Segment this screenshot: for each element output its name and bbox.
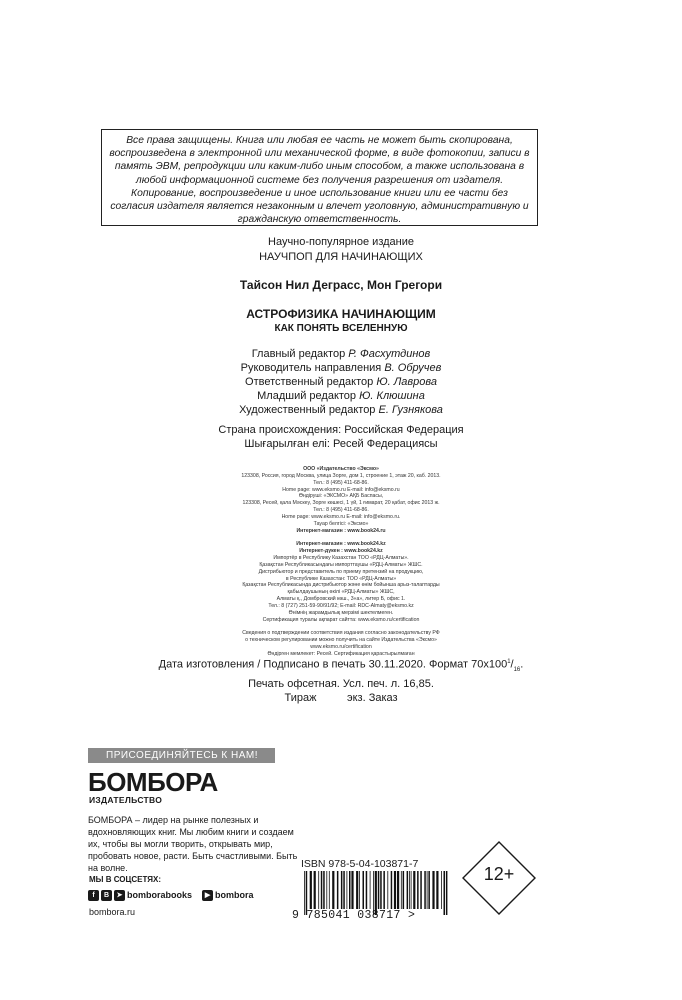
telegram-icon[interactable]: ➤ (114, 890, 125, 901)
imprint-line: Интернет-магазин : www.book24.ru (296, 527, 386, 534)
barcode-bar (428, 871, 430, 909)
editor-name: Е. Гузнякова (378, 404, 443, 416)
barcode-bar (314, 871, 316, 909)
barcode-bar (436, 871, 438, 909)
barcode-bar (383, 871, 385, 909)
imprint-line: Өндірген мемлекет: Ресей. Сертификация қарастырылмаған (267, 650, 415, 657)
barcode-bar (343, 871, 345, 909)
barcode-bar (347, 871, 348, 909)
origin-kz: Шығарылған елі: Ресей Федерациясы (244, 438, 438, 450)
editor-line (0, 403, 682, 417)
format-denominator: 16 (513, 666, 521, 673)
editors-block (0, 347, 682, 417)
social-handle-1[interactable]: bomborabooks (127, 890, 193, 900)
imprint-line: Тауар белгісі: «Эксмо» (313, 520, 369, 527)
imprint-line: Тел.: 8 (495) 411-68-86. (313, 507, 369, 514)
barcode-bar (387, 871, 388, 909)
barcode-bar (403, 871, 405, 909)
barcode-bar (359, 871, 360, 909)
print-date-line: Дата изготовления / Подписано в печать 30.11.2020. Формат $70x100^1/_{16}$. (158, 658, 524, 673)
join-banner: ПРИСОЕДИНЯЙТЕСЬ К НАМ! (88, 748, 275, 763)
barcode-bar (351, 871, 353, 909)
barcode-bar (326, 871, 327, 909)
age-rating: 12+ (483, 864, 515, 884)
imprint-line: Тел.: 8 (727) 251-59-90/91/92; E-mail: RDC-Almaty@eksmo.kz (268, 602, 414, 609)
editor-line (0, 389, 682, 403)
isbn: ISBN 978-5-04-103871-7 (301, 858, 419, 870)
origin-block (0, 423, 682, 451)
imprint-line: қабылдаушының өкілі «РДЦ-Алматы» ЖШС, (287, 589, 395, 596)
edition-type: Научно-популярное издание (268, 236, 414, 248)
editor-name: Ю. Лаврова (376, 376, 437, 388)
barcode-bar (356, 871, 358, 909)
imprint-block (180, 466, 502, 658)
editor-role: Художественный редактор (239, 404, 376, 416)
barcode-bar (378, 871, 380, 909)
publisher-logo: БОМБОРА (88, 767, 218, 797)
barcode-bar (432, 871, 434, 909)
editor-line (0, 347, 682, 361)
editor-line (0, 375, 682, 389)
barcode-bar (407, 871, 409, 909)
imprint-line: Импортёр в Республику Казахстан ТОО «РДЦ-Алматы». (273, 554, 409, 561)
print-run-line: Тираж экз. Заказ (284, 691, 398, 704)
series-name: НАУЧПОП ДЛЯ НАЧИНАЮЩИХ (259, 251, 423, 263)
barcode-bar (424, 871, 426, 909)
barcode-bar (409, 871, 410, 909)
vk-icon[interactable]: В (101, 890, 112, 901)
publisher-logo-sub: ИЗДАТЕЛЬСТВО (89, 795, 163, 805)
format-numerator: 1 (507, 659, 511, 665)
imprint-line: Өнімнің жарамдылық мерзімі шектелмеген. (288, 609, 394, 616)
barcode-bar (318, 871, 319, 909)
imprint-line: www.eksmo.ru/certification (310, 643, 372, 650)
social-heading: МЫ В СОЦСЕТЯХ: (89, 875, 162, 884)
print-date-end: . (520, 658, 524, 671)
publisher-description: БОМБОРА – лидер на рынке полезных и вдохновляющих книг. Мы любим книги и создаем их, чтобы вы могли творить, открывать мир, пробовать новое, расти. Быть счастливыми. Быть на волне. (88, 815, 298, 873)
publisher-website[interactable]: bombora.ru (89, 907, 136, 917)
imprint-line: Интернет-дүкен : www.book24.kz (299, 548, 383, 555)
barcode-bar (380, 871, 382, 909)
youtube-icon[interactable]: ▶ (202, 890, 213, 901)
barcode-bar (363, 871, 365, 909)
book-title: АСТРОФИЗИКА НАЧИНАЮЩИМ (246, 307, 436, 321)
book-subtitle: КАК ПОНЯТЬ ВСЕЛЕННУЮ (274, 323, 408, 334)
imprint-line: Өндіруші: «ЭКСМО» АҚБ Баспасы, (298, 493, 384, 500)
barcode-bar (370, 871, 371, 909)
editor-role: Ответственный редактор (245, 376, 374, 388)
imprint-line: Дистрибьютор и представитель по приему претензий на продукцию, (258, 568, 424, 575)
facebook-icon[interactable]: f (88, 890, 99, 901)
imprint-line: Алматы қ., Домбровский көш., 3«а», литер Б, офис 1. (276, 596, 406, 603)
editor-name: Ю. Клюшина (359, 390, 425, 402)
barcode-bar (341, 871, 343, 909)
editor-role: Руководитель направления (240, 362, 382, 374)
barcode-digits: 9 785041 038717 > (292, 909, 416, 922)
barcode-bar (420, 871, 422, 909)
imprint-line: в Республике Казахстан: ТОО «РДЦ-Алматы» (285, 575, 397, 582)
imprint-line: Интернет-магазин : www.book24.kz (296, 541, 386, 548)
imprint-line (180, 623, 502, 630)
barcode-bar (366, 871, 368, 909)
imprint-line (180, 534, 502, 541)
imprint-line: Тел.: 8 (495) 411-68-86. (313, 479, 369, 486)
imprint-line: Сведения о подтверждении соответствия издания согласно законодательству РФ (242, 630, 440, 637)
imprint-line: 123308, Россия, город Москва, улица Зорге, дом 1, строение 1, этаж 20, каб. 2013. (241, 472, 441, 479)
print-info-block (0, 655, 682, 705)
imprint-line: Қазақстан Республикасында дистрибьютор және өнім бойынша арыз-талаптарды (242, 582, 440, 589)
barcode-bar (441, 871, 442, 909)
imprint-line: ООО «Издательство «Эксмо» (303, 466, 379, 472)
barcode-bar (417, 871, 419, 909)
barcode-bar (329, 871, 330, 909)
barcode-bar (349, 871, 351, 909)
social-row (88, 889, 254, 901)
editor-role: Главный редактор (251, 348, 346, 360)
print-date-text: Дата изготовления / Подписано в печать 30.11.2020. Формат 70x100 (158, 658, 508, 671)
imprint-line: Қазақстан Республикасындағы импорттаушы «РДЦ-Алматы» ЖШС. (259, 561, 423, 568)
barcode-bar (332, 871, 334, 909)
barcode-bar (310, 871, 312, 909)
editor-role: Младший редактор (257, 390, 357, 402)
barcode-bar (323, 871, 325, 909)
print-type-line: Печать офсетная. Усл. печ. л. 16,85. (248, 677, 434, 690)
imprint-line: о техническом регулировании можно получить на сайте Издательства «Эксмо» (245, 637, 437, 644)
barcode-bar (401, 871, 402, 909)
barcode-bar (391, 871, 393, 909)
imprint-line: Home page: www.eksmo.ru E-mail: info@eksmo.ru (282, 486, 400, 493)
imprint-line: Сертификация туралы ақпарат сайтта: www.eksmo.ru/certification (262, 616, 420, 623)
editor-line (0, 361, 682, 375)
editor-name: Р. Фасхутдинов (348, 348, 431, 360)
rights-notice-box (101, 129, 538, 226)
authors: Тайсон Нил Деграсс, Мон Грегори (239, 278, 443, 292)
barcode-bar (321, 871, 323, 909)
editor-name: В. Обручев (384, 362, 442, 374)
barcode-bar (413, 871, 415, 909)
barcode-bar (337, 871, 339, 909)
barcode-bar (397, 871, 399, 909)
rights-notice-text: Все права защищены. Книга или любая ее часть не может быть скопирована, воспроизведена в электронной или механической форме, в виде фотокопии, записи в память ЭВМ, репродукции или каким-либо иным способом, а также использована в любой информационной системе без получения разрешения от издателя. Копирование, воспроизведение и иное использование книги или ее части без согласия издателя является незаконным и влечет уголовную, административную и гражданскую ответственность. (109, 135, 530, 226)
barcode-bar (427, 871, 428, 909)
barcode-bar (394, 871, 396, 909)
imprint-line: 123308, Ресей, қала Мәскеу, Зорге көшесі, 1 үй, 1 ғимарат, 20 қабат, офис 2013 ж. (242, 500, 440, 507)
imprint-line: Home page: www.eksmo.ru E-mail: info@eksmo.ru. (281, 513, 401, 520)
origin-ru: Страна происхождения: Российская Федерация (218, 424, 464, 436)
barcode-bar (411, 871, 412, 909)
social-handle-2[interactable]: bombora (215, 890, 254, 900)
